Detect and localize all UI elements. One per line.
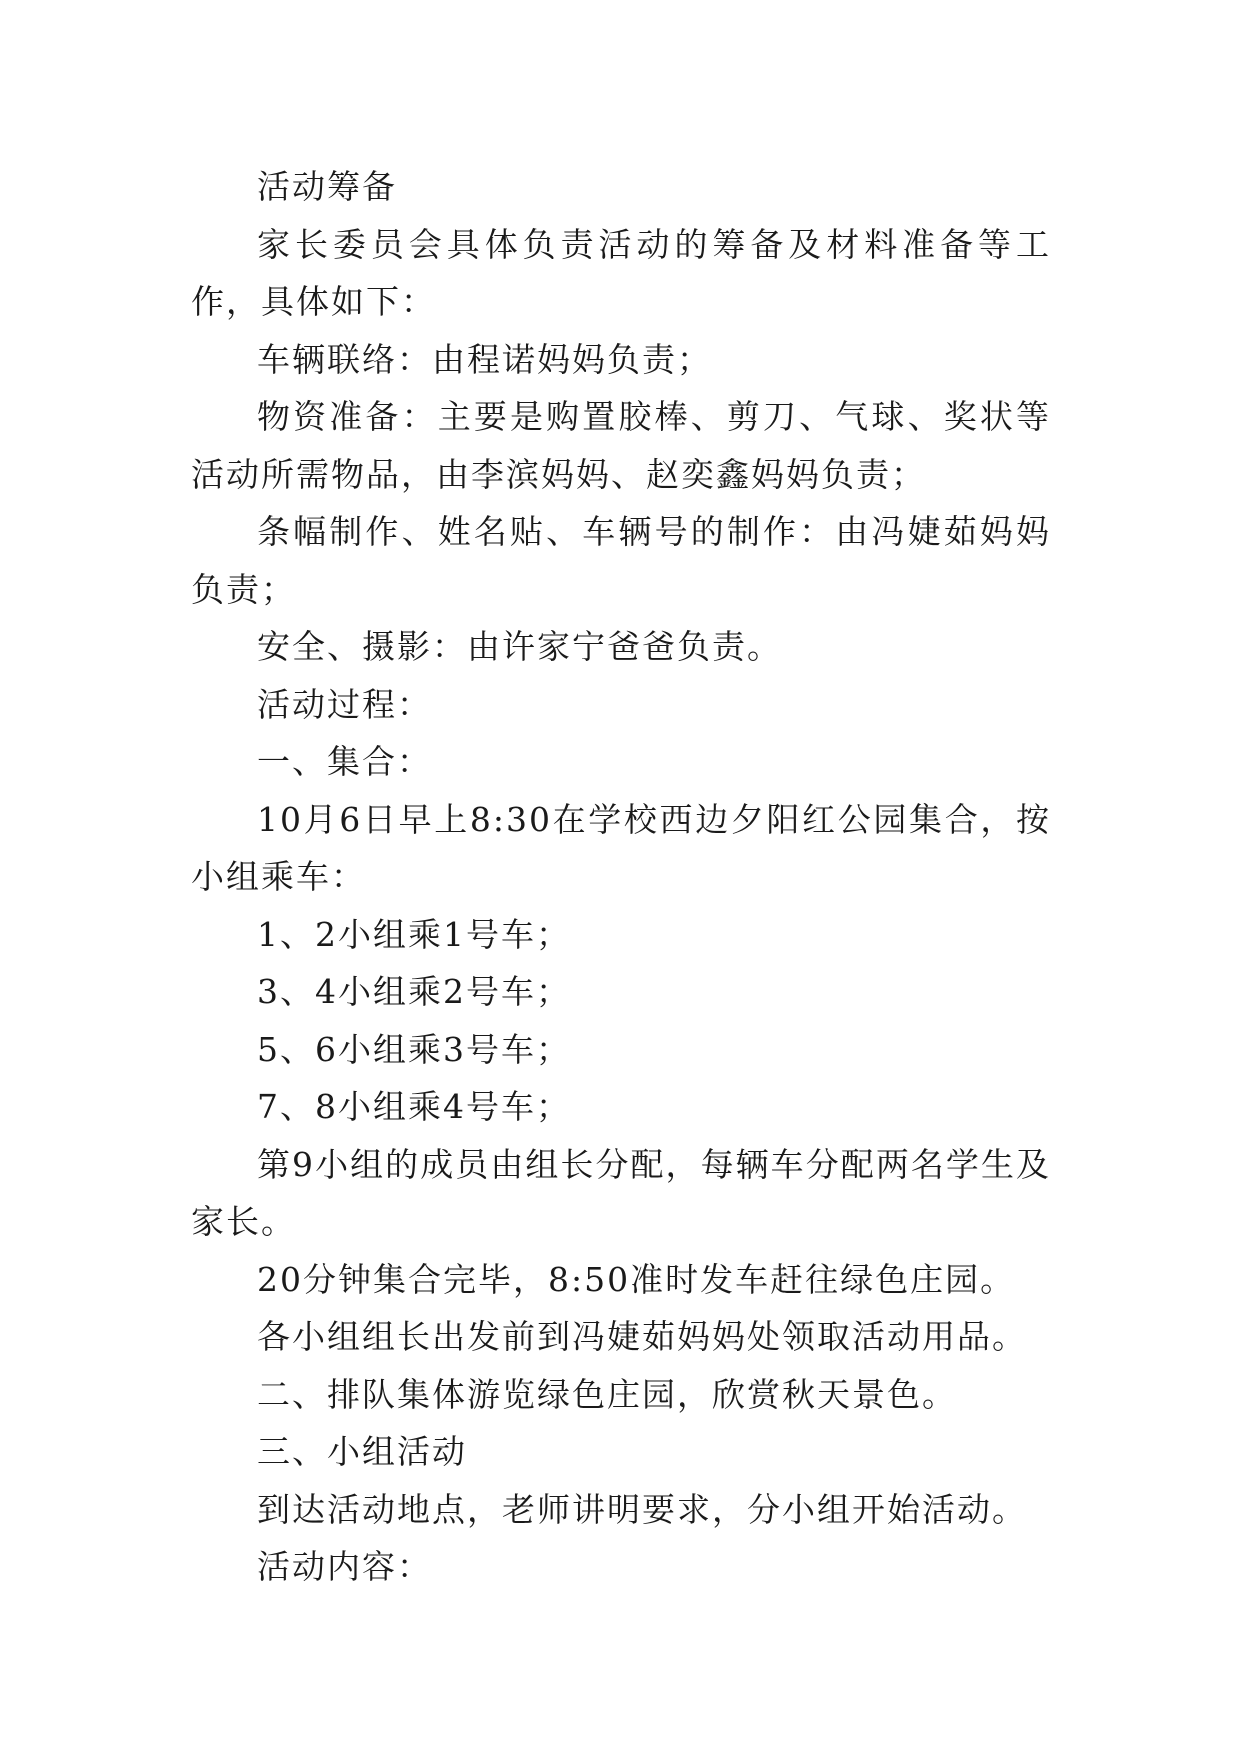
list-item-bus-1: 1、2小组乘1号车；	[257, 914, 571, 954]
paragraph-arrival: 到达活动地点，老师讲明要求，分小组开始活动。	[257, 1489, 1027, 1529]
paragraph-group-9: 第9小组的成员由组长分配，每辆车分配两名学生及家长。	[191, 1144, 1051, 1241]
list-item-bus-4: 7、8小组乘4号车；	[257, 1087, 571, 1126]
paragraph-vehicle-contact: 车辆联络：由程诺妈妈负责；	[257, 339, 712, 379]
subheading-tour: 二、排队集体游览绿色庄园，欣赏秋天景色。	[257, 1374, 957, 1414]
paragraph-supplies: 物资准备：主要是购置胶棒、剪刀、气球、奖状等活动所需物品，由李滨妈妈、赵奕鑫妈妈负责；	[191, 397, 1051, 494]
paragraph-departure: 20分钟集合完毕，8:50准时发车赶往绿色庄园。	[257, 1259, 1016, 1299]
subheading-activity-content: 活动内容：	[257, 1547, 432, 1586]
section-heading-process: 活动过程：	[257, 684, 432, 724]
paragraph-banner-making: 条幅制作、姓名贴、车辆号的制作：由冯婕茹妈妈负责；	[191, 512, 1051, 609]
document-body	[191, 158, 1051, 1596]
subheading-group-activity: 三、小组活动	[257, 1432, 467, 1471]
paragraph-collect-supplies: 各小组组长出发前到冯婕茹妈妈处领取活动用品。	[257, 1317, 1027, 1356]
paragraph-committee-duties: 家长委员会具体负责活动的筹备及材料准备等工作，具体如下：	[191, 224, 1051, 321]
paragraph-assembly-time: 10月6日早上8:30在学校西边夕阳红公园集合，按小组乘车：	[191, 799, 1051, 896]
list-item-bus-3: 5、6小组乘3号车；	[257, 1029, 571, 1069]
subheading-assembly: 一、集合：	[257, 742, 432, 781]
list-item-bus-2: 3、4小组乘2号车；	[257, 972, 571, 1011]
paragraph-safety-photography: 安全、摄影：由许家宁爸爸负责。	[257, 627, 782, 666]
section-heading-preparation: 活动筹备	[257, 167, 397, 206]
